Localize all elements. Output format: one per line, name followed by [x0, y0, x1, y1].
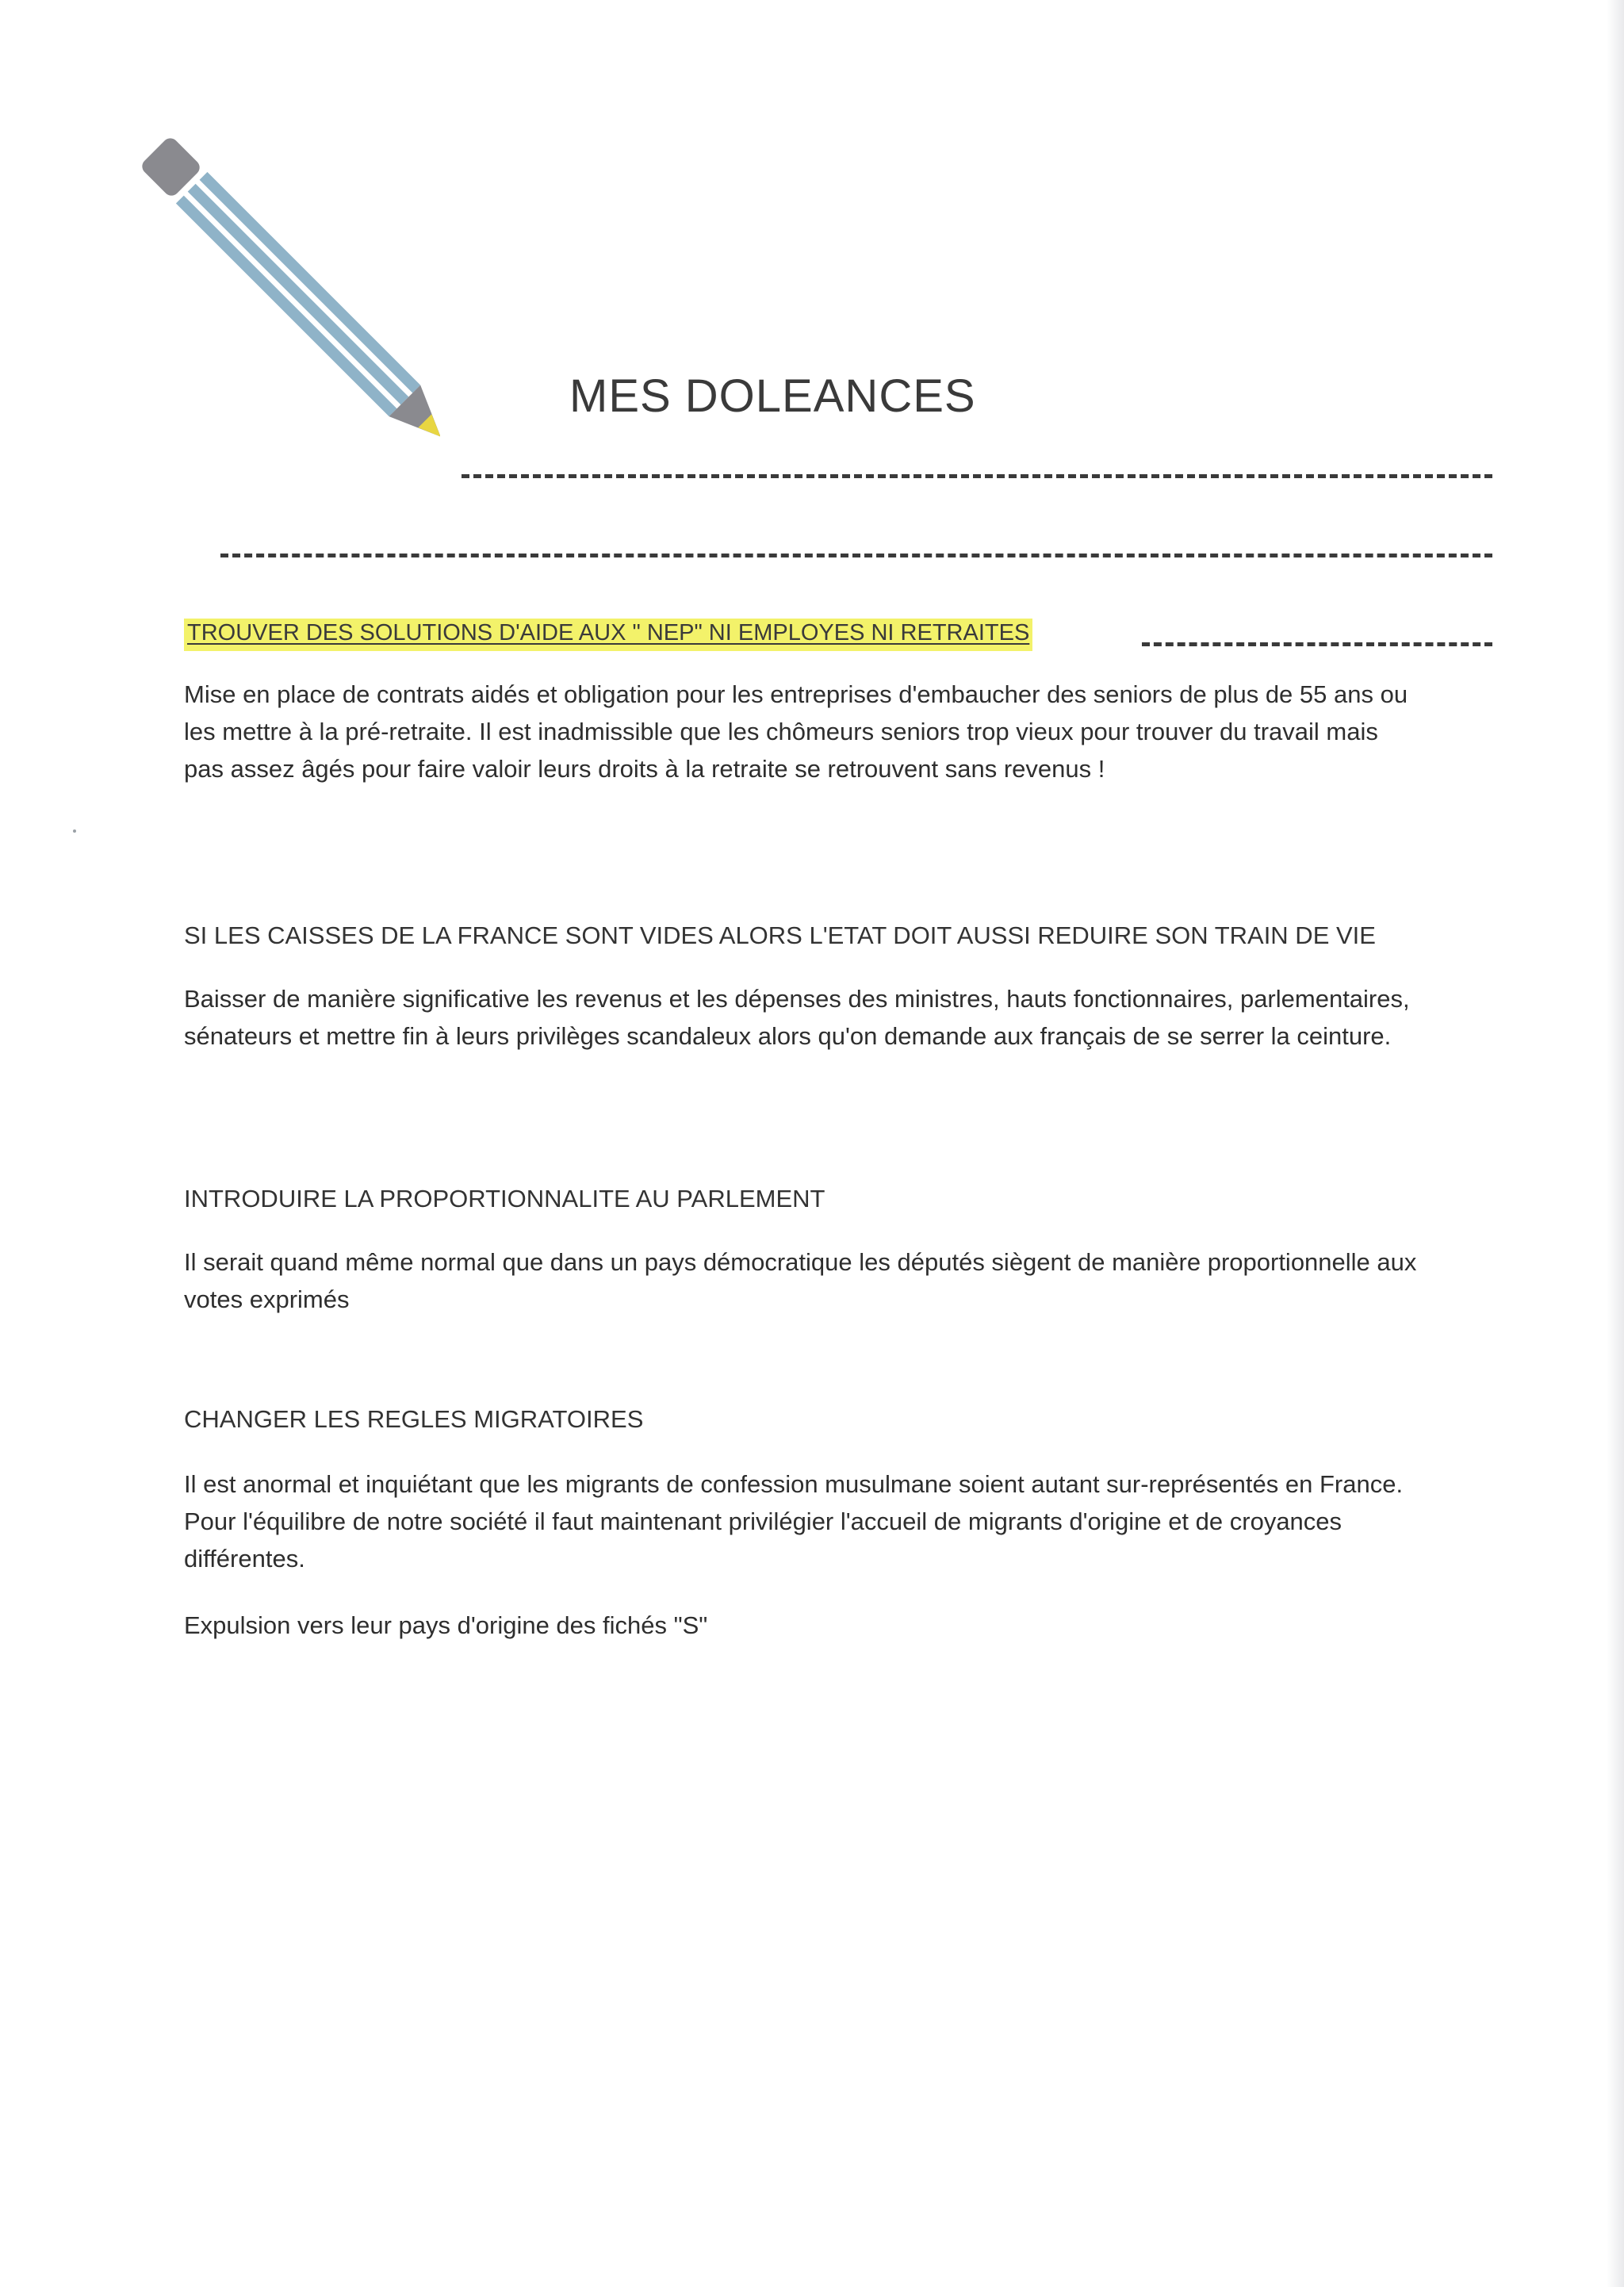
section-heading-highlighted: TROUVER DES SOLUTIONS D'AIDE AUX " NEP" NI EMPLOYES NI RETRAITES: [184, 619, 1032, 651]
section-paragraph: Baisser de manière significative les revenus et les dépenses des ministres, hauts fonctionnaires, parlementaires, sénateurs et mettre fin à leurs privilèges scandaleux alors qu'on demande aux français de se serrer la ceinture.: [184, 985, 1410, 1050]
scan-speck: [73, 829, 76, 833]
dashed-rule: [220, 554, 1492, 557]
section-paragraph: Il est anormal et inquiétant que les migrants de confession musulmane soient autant sur-représentés en France. Pour l'équilibre de notre société il faut maintenant privilégier l'accueil de migrants d'origine et de croyances différentes.: [184, 1470, 1404, 1573]
section-heading: SI LES CAISSES DE LA FRANCE SONT VIDES ALORS L'ETAT DOIT AUSSI REDUIRE SON TRAIN DE VIE: [184, 921, 1376, 949]
section-paragraph: Mise en place de contrats aidés et obligation pour les entreprises d'embaucher des seniors de plus de 55 ans ou les mettre à la pré-retraite. Il est inadmissible que les chômeurs seniors trop vieux pour trouver du travail mais pas assez âgés pour faire valoir leurs droits à la retraite se retrouvent sans revenus !: [184, 680, 1408, 783]
section-heading: CHANGER LES REGLES MIGRATOIRES: [184, 1405, 644, 1433]
dashed-rule: [1142, 642, 1492, 646]
pencil-icon: [139, 135, 440, 452]
section-paragraph: Il serait quand même normal que dans un pays démocratique les députés siègent de manière proportionnelle aux votes exprimés: [184, 1248, 1417, 1313]
section-paragraph: Expulsion vers leur pays d'origine des fichés "S": [184, 1611, 708, 1639]
page-edge: [1607, 0, 1624, 2287]
dashed-rule: [462, 474, 1492, 478]
section-heading: INTRODUIRE LA PROPORTIONNALITE AU PARLEMENT: [184, 1185, 825, 1212]
page-title: MES DOLEANCES: [569, 370, 976, 422]
